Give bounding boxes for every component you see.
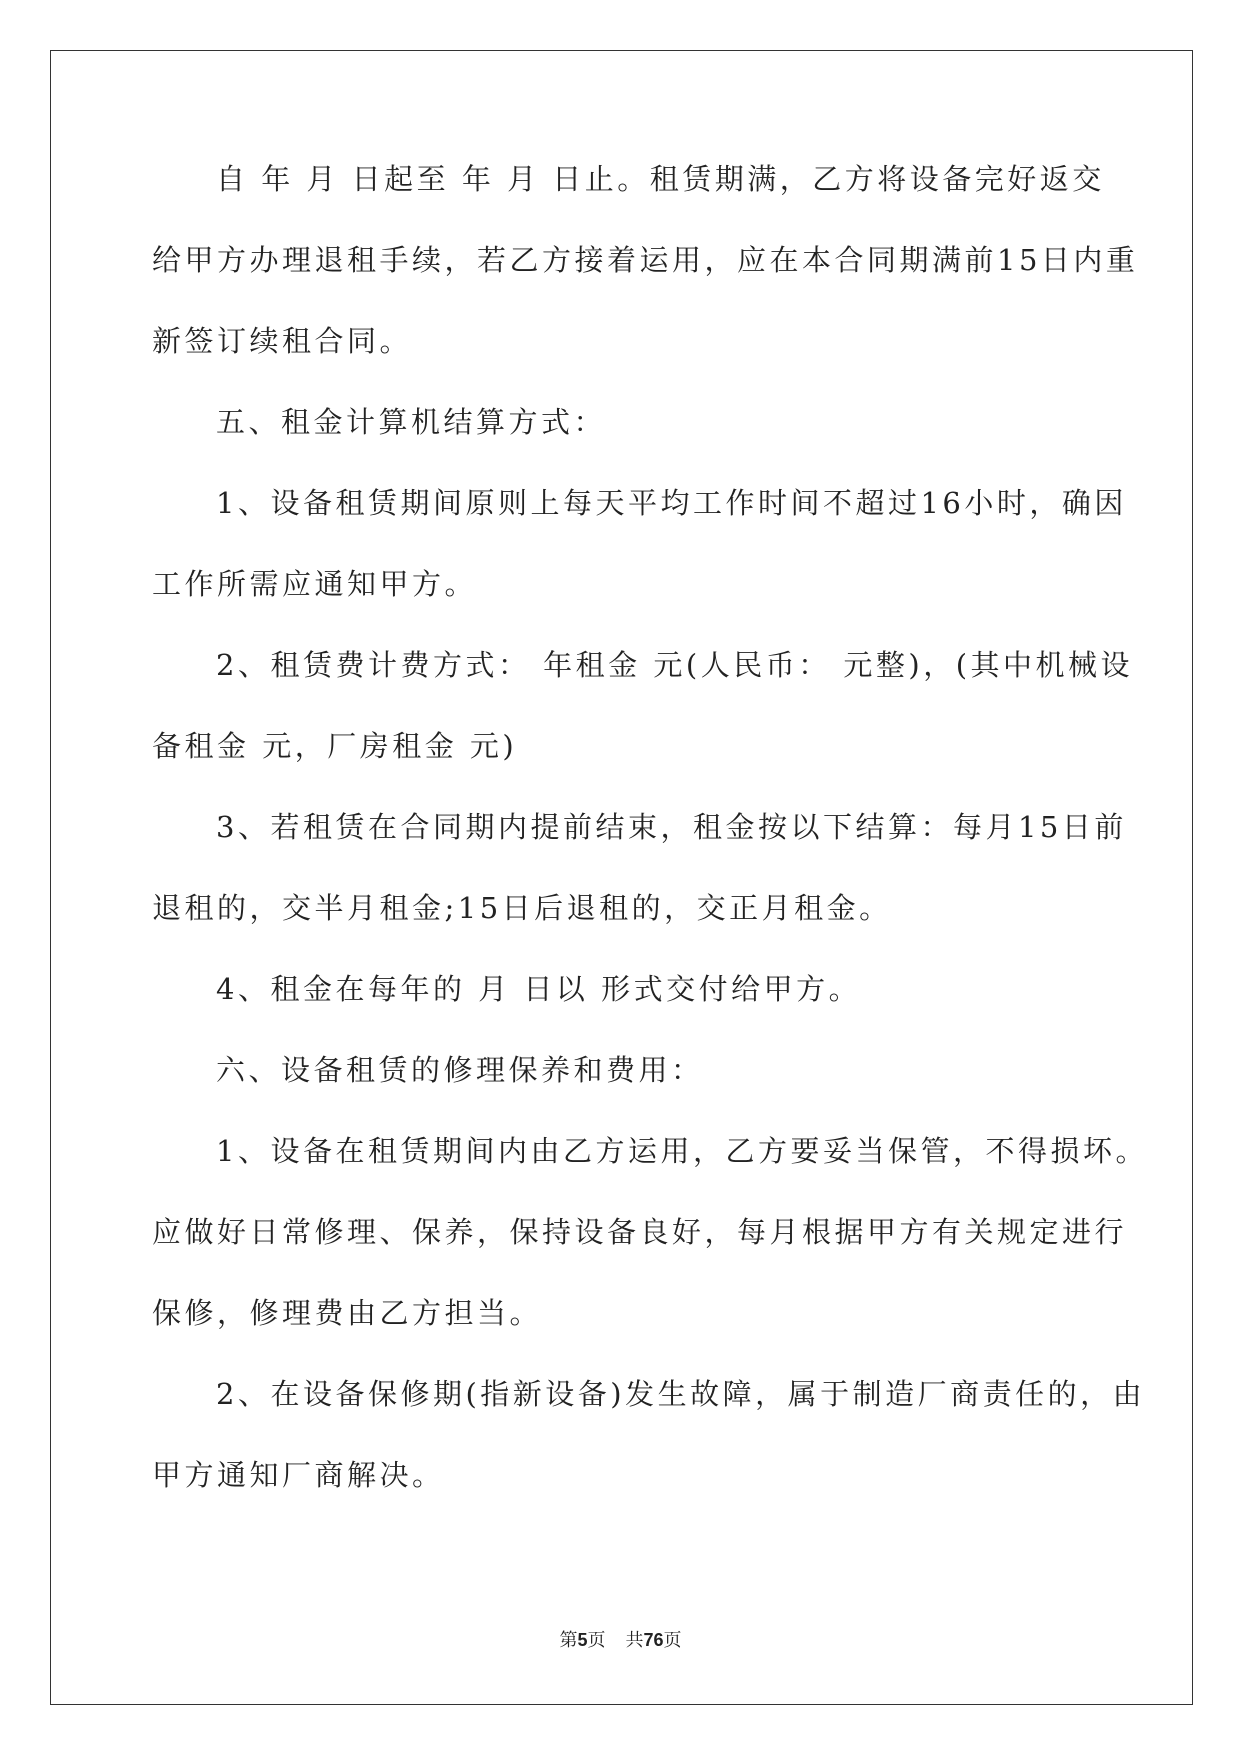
paragraph-line: 3、若租赁在合同期内提前结束，租金按以下结算：每月15日前 <box>216 810 1127 844</box>
paragraph-line: 应做好日常修理、保养，保持设备良好，每月根据甲方有关规定进行 <box>152 1215 1128 1249</box>
paragraph-line: 新签订续租合同。 <box>152 324 413 358</box>
paragraph-line: 保修，修理费由乙方担当。 <box>152 1296 543 1330</box>
paragraph-line: 4、租金在每年的 月 日以 形式交付给甲方。 <box>216 972 862 1006</box>
section-heading: 五、租金计算机结算方式： <box>216 405 607 439</box>
paragraph-line: 2、租赁费计费方式： 年租金 元(人民币： 元整)，(其中机械设 <box>216 648 1134 682</box>
total-prefix: 共 <box>625 1630 644 1651</box>
paragraph-line: 给甲方办理退租手续，若乙方接着运用，应在本合同期满前15日内重 <box>152 243 1139 277</box>
paragraph-line: 2、在设备保修期(指新设备)发生故障，属于制造厂商责任的，由 <box>216 1377 1146 1411</box>
paragraph-line: 自 年 月 日起至 年 月 日止。租赁期满，乙方将设备完好返交 <box>216 162 1105 196</box>
paragraph-line: 工作所需应通知甲方。 <box>152 567 478 601</box>
total-pages: 76 <box>643 1630 664 1650</box>
paragraph-line: 退租的，交半月租金;15日后退租的，交正月租金。 <box>152 891 892 925</box>
paragraph-line: 1、设备在租赁期间内由乙方运用，乙方要妥当保管，不得损坏。 <box>216 1134 1148 1168</box>
page-footer <box>0 1626 1241 1652</box>
total-suffix: 页 <box>663 1630 682 1651</box>
paragraph-line: 备租金 元，厂房租金 元) <box>152 729 518 763</box>
page-number: 5 <box>577 1630 588 1650</box>
page-suffix: 页 <box>587 1630 606 1651</box>
paragraph-line: 1、设备租赁期间原则上每天平均工作时间不超过16小时，确因 <box>216 486 1127 520</box>
page-prefix: 第 <box>559 1630 578 1651</box>
document-body <box>152 162 1148 1541</box>
section-heading: 六、设备租赁的修理保养和费用： <box>216 1053 704 1087</box>
paragraph-line: 甲方通知厂商解决。 <box>152 1458 445 1492</box>
